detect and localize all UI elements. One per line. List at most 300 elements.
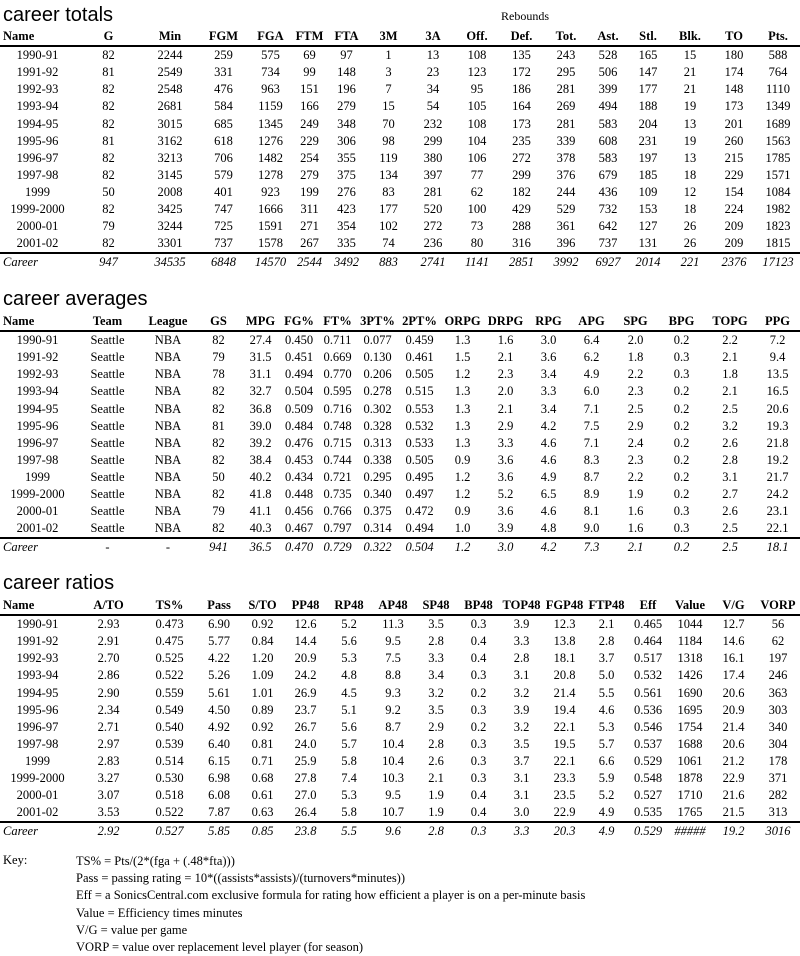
table-row (0, 133, 800, 150)
key-label: Key: (3, 853, 28, 867)
cell-fgp48: 21.4 (553, 685, 576, 700)
cell-g: 82 (102, 201, 115, 216)
cell-drpg: 3.6 (497, 504, 514, 519)
cell-league: NBA (154, 452, 182, 467)
cell-3m: 98 (382, 133, 395, 148)
career-cell-pp48: 23.8 (284, 822, 327, 840)
cell-3ptpct: 0.314 (363, 521, 392, 536)
cell-eff: 0.465 (633, 617, 663, 632)
cell-def: 299 (512, 167, 531, 182)
cell-min: 2244 (157, 48, 183, 63)
column-header-ftp48: FTP48 (586, 597, 627, 615)
cell-mpg: 27.4 (249, 333, 272, 348)
season-cell: 2000-01 (16, 219, 59, 234)
table-row (0, 400, 800, 417)
cell-orpg: 0.9 (454, 452, 471, 467)
cell-fgp48: 23.5 (553, 788, 576, 803)
season-cell: 1999-2000 (10, 770, 65, 785)
key-definition: V/G = value per game (76, 922, 188, 937)
column-header-sp48: SP48 (415, 597, 457, 615)
cell-def: 235 (512, 133, 531, 148)
cell-bpg: 0.3 (673, 504, 690, 519)
cell-g: 82 (102, 99, 115, 114)
table-row (0, 719, 800, 736)
cell-fta: 423 (337, 201, 356, 216)
career-totals-table (0, 28, 800, 271)
cell-league: NBA (154, 350, 182, 365)
key-definition: Eff = a SonicsCentral.com exclusive formula for rating how efficient a player is on a per-minute basis (76, 888, 586, 903)
cell-ppg: 19.2 (766, 452, 789, 467)
career-cell-tot: 3992 (544, 253, 588, 271)
cell-bp48: 0.2 (470, 685, 487, 700)
cell-ftp48: 5.3 (598, 719, 615, 734)
cell-ast: 494 (598, 99, 618, 114)
cell-top48: 3.5 (513, 736, 530, 751)
cell-s-to: 0.92 (251, 719, 274, 734)
cell-value: 1044 (677, 617, 703, 632)
cell-stl: 131 (638, 236, 658, 251)
cell-g: 79 (102, 219, 115, 234)
cell-blk: 13 (683, 116, 697, 131)
cell-sp48: 1.9 (428, 805, 444, 820)
cell-3m: 134 (379, 167, 398, 182)
career-cell-eff: 0.529 (627, 822, 669, 840)
cell-ast: 642 (598, 219, 618, 234)
cell-pass: 6.90 (208, 617, 230, 632)
key-definition: TS% = Pts/(2*(fga + (.48*fta))) (76, 854, 235, 868)
career-cell-stl: 2014 (628, 253, 668, 271)
cell-rp48: 5.7 (341, 736, 357, 751)
cell-fga: 1276 (258, 133, 283, 148)
cell-rp48: 7.4 (341, 770, 357, 785)
table-row (0, 753, 800, 770)
cell-def: 172 (512, 65, 531, 80)
cell-rpg: 3.4 (540, 367, 557, 382)
cell-vorp: 340 (768, 719, 788, 734)
career-cell-fgpct: 0.470 (280, 538, 318, 556)
cell-league: NBA (154, 521, 182, 536)
cell-tot: 529 (556, 201, 576, 216)
cell-fga: 1345 (258, 116, 283, 131)
cell-ftpct: 0.770 (323, 367, 352, 382)
career-ratios-table (0, 597, 800, 840)
cell-pts: 1084 (765, 184, 791, 199)
cell-fgp48: 22.1 (553, 753, 576, 768)
cell-ftpct: 0.669 (323, 350, 352, 365)
cell-blk: 15 (683, 48, 697, 63)
cell-2ptpct: 0.505 (405, 452, 434, 467)
cell-ap48: 10.3 (382, 770, 404, 785)
cell-league: NBA (154, 384, 182, 399)
cell-gs: 81 (212, 418, 225, 433)
cell-pp48: 27.8 (294, 770, 317, 785)
cell-2ptpct: 0.515 (405, 384, 434, 399)
cell-3a: 397 (423, 167, 443, 182)
season-cell: 1997-98 (16, 167, 59, 182)
table-row (0, 98, 800, 115)
career-cell-fta: 3492 (327, 253, 366, 271)
cell-ftp48: 3.7 (598, 651, 615, 666)
cell-eff: 0.536 (633, 702, 663, 717)
cell-3m: 15 (382, 99, 395, 114)
cell-ap48: 10.4 (382, 736, 404, 751)
cell-fgp48: 12.3 (553, 617, 576, 632)
cell-team: Seattle (90, 504, 125, 519)
cell-fga: 1591 (258, 219, 283, 234)
cell-ftp48: 6.6 (598, 753, 615, 768)
cell-league: NBA (154, 504, 182, 519)
cell-ast: 737 (598, 236, 618, 251)
cell-a-to: 2.93 (97, 617, 120, 632)
cell-to: 148 (724, 82, 744, 97)
cell-pts: 1563 (765, 133, 791, 148)
cell-ftm: 151 (300, 82, 319, 97)
cell-blk: 21 (683, 65, 697, 80)
cell-ftm: 249 (300, 116, 319, 131)
cell-tspct: 0.518 (155, 788, 184, 803)
cell-2ptpct: 0.533 (405, 435, 434, 450)
cell-ast: 679 (598, 167, 618, 182)
cell-3ptpct: 0.206 (363, 367, 392, 382)
cell-def: 288 (512, 219, 531, 234)
cell-stl: 231 (638, 133, 658, 148)
cell-v-g: 21.6 (722, 788, 745, 803)
column-header-2ptpct: 2PT% (398, 313, 441, 331)
cell-fgm: 584 (214, 99, 233, 114)
cell-ftm: 69 (303, 48, 316, 63)
cell-ap48: 9.5 (385, 788, 401, 803)
cell-3m: 3 (385, 65, 392, 80)
column-header-blk: Blk. (668, 28, 712, 46)
season-cell: 2001-02 (16, 236, 59, 251)
column-header-name: Name (0, 313, 75, 331)
cell-gs: 82 (212, 401, 225, 416)
cell-eff: 0.532 (633, 668, 663, 683)
cell-fta: 97 (340, 48, 353, 63)
table-row (0, 115, 800, 132)
career-cell-pass: 5.85 (197, 822, 241, 840)
column-header-top48: TOP48 (500, 597, 543, 615)
career-cell-bp48: 0.3 (457, 822, 500, 840)
table-row (0, 650, 800, 667)
cell-top48: 3.3 (513, 634, 530, 649)
cell-def: 182 (512, 184, 531, 199)
cell-vorp: 246 (768, 668, 788, 683)
cell-min: 2549 (157, 65, 183, 80)
cell-apg: 6.2 (583, 350, 600, 365)
cell-rpg: 6.5 (540, 486, 557, 501)
cell-s-to: 0.81 (251, 736, 274, 751)
career-cell-3ptpct: 0.322 (357, 538, 398, 556)
cell-fgp48: 20.8 (553, 668, 576, 683)
cell-mpg: 39.2 (249, 435, 272, 450)
cell-3a: 13 (426, 48, 440, 63)
cell-fta: 348 (337, 116, 356, 131)
cell-rp48: 5.8 (341, 753, 357, 768)
cell-vorp: 178 (768, 753, 788, 768)
cell-3a: 380 (423, 150, 443, 165)
cell-off: 104 (467, 133, 487, 148)
cell-stl: 109 (638, 184, 658, 199)
cell-3a: 299 (423, 133, 443, 148)
cell-fta: 196 (337, 82, 356, 97)
table-row (0, 469, 800, 486)
cell-tot: 376 (556, 167, 576, 182)
cell-3ptpct: 0.340 (363, 486, 392, 501)
career-cell-blk: 221 (668, 253, 712, 271)
cell-tot: 243 (556, 48, 576, 63)
career-cell-2ptpct: 0.504 (398, 538, 441, 556)
cell-ftp48: 5.5 (598, 685, 615, 700)
career-cell-3a: 2741 (411, 253, 455, 271)
season-cell: 1991-92 (16, 350, 59, 365)
cell-def: 164 (512, 99, 531, 114)
cell-team: Seattle (90, 418, 125, 433)
cell-min: 3301 (157, 236, 183, 251)
cell-spg: 2.2 (627, 367, 644, 382)
cell-ast: 583 (598, 150, 618, 165)
cell-def: 272 (512, 150, 531, 165)
cell-fgpct: 0.504 (284, 384, 314, 399)
column-header-fgm: FGM (198, 28, 249, 46)
cell-min: 3162 (157, 133, 183, 148)
cell-fgm: 747 (214, 201, 233, 216)
career-cell-fgp48: 20.3 (543, 822, 586, 840)
cell-fga: 1278 (258, 167, 283, 182)
cell-vorp: 56 (771, 617, 785, 632)
cell-ftm: 166 (300, 99, 319, 114)
header-row (0, 597, 800, 615)
cell-off: 105 (467, 99, 487, 114)
cell-bpg: 0.2 (673, 469, 690, 484)
cell-tot: 281 (556, 116, 576, 131)
cell-off: 62 (470, 184, 484, 199)
rebounds-group-label: Rebounds (501, 9, 549, 23)
cell-tot: 396 (556, 236, 576, 251)
cell-apg: 9.0 (583, 521, 600, 536)
cell-tspct: 0.475 (155, 634, 184, 649)
cell-gs: 82 (212, 333, 225, 348)
cell-ftpct: 0.716 (323, 401, 352, 416)
cell-fta: 355 (337, 150, 356, 165)
season-cell: 1997-98 (16, 736, 59, 751)
career-cell-a-to: 2.92 (75, 822, 142, 840)
cell-orpg: 1.2 (454, 469, 471, 484)
cell-pts: 1815 (765, 236, 791, 251)
cell-to: 215 (724, 150, 744, 165)
season-cell: 1996-97 (16, 435, 59, 450)
cell-ppg: 16.5 (766, 384, 789, 399)
season-cell: 2001-02 (16, 521, 59, 536)
column-header-bp48: BP48 (457, 597, 500, 615)
column-header-ftm: FTM (292, 28, 327, 46)
cell-ppg: 21.7 (766, 469, 789, 484)
cell-team: Seattle (90, 452, 125, 467)
cell-apg: 8.1 (583, 504, 600, 519)
cell-drpg: 1.6 (497, 333, 514, 348)
cell-s-to: 0.84 (251, 634, 274, 649)
cell-v-g: 20.9 (722, 702, 745, 717)
cell-rp48: 5.1 (341, 702, 357, 717)
cell-fgm: 737 (214, 236, 233, 251)
cell-off: 100 (467, 201, 487, 216)
cell-g: 82 (102, 48, 115, 63)
cell-a-to: 3.53 (97, 805, 120, 820)
cell-def: 186 (512, 82, 531, 97)
cell-eff: 0.535 (633, 805, 663, 820)
season-cell: 2000-01 (16, 788, 59, 803)
cell-pass: 6.08 (208, 788, 230, 803)
career-cell-tspct: 0.527 (142, 822, 197, 840)
cell-mpg: 32.7 (249, 384, 272, 399)
cell-rp48: 5.8 (341, 805, 357, 820)
column-header-apg: APG (570, 313, 613, 331)
season-cell: 1990-91 (16, 48, 59, 63)
cell-top48: 3.7 (513, 753, 530, 768)
season-cell: 1992-93 (16, 82, 59, 97)
cell-top48: 3.1 (513, 668, 530, 683)
cell-a-to: 3.07 (97, 788, 120, 803)
cell-fgpct: 0.484 (284, 418, 314, 433)
cell-3a: 281 (423, 184, 443, 199)
cell-fga: 734 (261, 65, 280, 80)
column-header-fgpct: FG% (280, 313, 318, 331)
cell-ppg: 23.1 (766, 504, 789, 519)
cell-pts: 764 (768, 65, 788, 80)
cell-fgm: 476 (214, 82, 233, 97)
column-header-g: G (75, 28, 142, 46)
cell-pts: 1110 (765, 82, 791, 97)
career-averages-table (0, 313, 800, 556)
cell-to: 201 (724, 116, 744, 131)
cell-pts: 1785 (765, 150, 791, 165)
cell-stl: 177 (638, 82, 658, 97)
cell-gs: 79 (212, 504, 225, 519)
cell-def: 429 (512, 201, 531, 216)
cell-pts: 588 (768, 48, 788, 63)
cell-topg: 2.1 (722, 350, 738, 365)
season-cell: 1991-92 (16, 634, 59, 649)
cell-off: 73 (470, 219, 484, 234)
cell-fgm: 725 (214, 219, 233, 234)
cell-apg: 6.4 (583, 333, 600, 348)
cell-tspct: 0.514 (155, 753, 184, 768)
cell-fgpct: 0.476 (284, 435, 314, 450)
cell-fta: 306 (337, 133, 356, 148)
cell-to: 209 (724, 236, 744, 251)
column-header-topg: TOPG (705, 313, 755, 331)
cell-v-g: 20.6 (722, 685, 745, 700)
cell-ap48: 10.7 (382, 805, 404, 820)
cell-mpg: 41.8 (249, 486, 272, 501)
cell-value: 1061 (677, 753, 703, 768)
season-cell: 1993-94 (16, 99, 59, 114)
cell-top48: 3.1 (513, 788, 530, 803)
cell-top48: 2.8 (513, 651, 530, 666)
cell-3ptpct: 0.375 (363, 504, 392, 519)
cell-orpg: 1.3 (454, 384, 471, 399)
cell-bp48: 0.3 (470, 736, 487, 751)
cell-orpg: 0.9 (454, 504, 471, 519)
column-header-pp48: PP48 (284, 597, 327, 615)
cell-blk: 26 (683, 236, 697, 251)
cell-ast: 608 (598, 133, 618, 148)
table-row (0, 804, 800, 822)
cell-g: 82 (102, 150, 115, 165)
cell-eff: 0.537 (633, 736, 663, 751)
season-cell: 1994-95 (16, 116, 59, 131)
career-row (0, 253, 800, 271)
cell-apg: 4.9 (583, 367, 600, 382)
cell-ftpct: 0.721 (323, 469, 352, 484)
cell-team: Seattle (90, 486, 125, 501)
career-cell-s-to: 0.85 (241, 822, 284, 840)
cell-blk: 21 (683, 82, 697, 97)
cell-blk: 12 (683, 184, 697, 199)
career-cell-3m: 883 (366, 253, 411, 271)
cell-apg: 7.1 (583, 435, 600, 450)
cell-spg: 2.9 (627, 418, 644, 433)
cell-ftm: 99 (303, 65, 316, 80)
cell-tot: 295 (556, 65, 576, 80)
column-header-3ptpct: 3PT% (357, 313, 398, 331)
cell-2ptpct: 0.459 (405, 333, 434, 348)
cell-mpg: 31.1 (249, 367, 272, 382)
cell-top48: 3.9 (513, 702, 530, 717)
cell-bpg: 0.2 (673, 418, 690, 433)
career-cell-def: 2851 (499, 253, 544, 271)
cell-fga: 963 (261, 82, 280, 97)
cell-topg: 3.1 (722, 469, 738, 484)
column-header-drpg: DRPG (484, 313, 527, 331)
career-cell-g: 947 (75, 253, 142, 271)
career-cell-off: 1141 (455, 253, 499, 271)
cell-ast: 506 (598, 65, 618, 80)
cell-fgpct: 0.456 (284, 504, 314, 519)
cell-spg: 2.3 (627, 384, 644, 399)
column-header-name: Name (0, 597, 75, 615)
cell-topg: 2.7 (722, 486, 738, 501)
season-cell: 1999 (25, 184, 50, 199)
cell-rpg: 3.6 (540, 350, 557, 365)
season-cell: 2001-02 (16, 805, 59, 820)
column-header-to: TO (712, 28, 756, 46)
cell-ap48: 9.3 (385, 685, 401, 700)
cell-ap48: 9.5 (385, 634, 401, 649)
cell-g: 50 (102, 184, 115, 199)
cell-2ptpct: 0.553 (405, 401, 434, 416)
cell-value: 1754 (677, 719, 703, 734)
cell-fgp48: 22.1 (553, 719, 576, 734)
cell-3m: 102 (379, 219, 398, 234)
cell-topg: 3.2 (722, 418, 738, 433)
table-row (0, 667, 800, 684)
table-row (0, 64, 800, 81)
cell-bpg: 0.3 (673, 350, 690, 365)
career-label: Career (0, 253, 75, 271)
cell-pass: 5.61 (208, 685, 230, 700)
career-cell-ast: 6927 (588, 253, 628, 271)
season-cell: 2000-01 (16, 504, 59, 519)
cell-rpg: 3.4 (540, 401, 557, 416)
cell-3a: 23 (426, 65, 440, 80)
table-row (0, 235, 800, 253)
cell-fgm: 259 (214, 48, 233, 63)
cell-s-to: 0.89 (251, 702, 274, 717)
cell-bpg: 0.3 (673, 367, 690, 382)
cell-def: 135 (512, 48, 531, 63)
cell-3ptpct: 0.302 (363, 401, 392, 416)
